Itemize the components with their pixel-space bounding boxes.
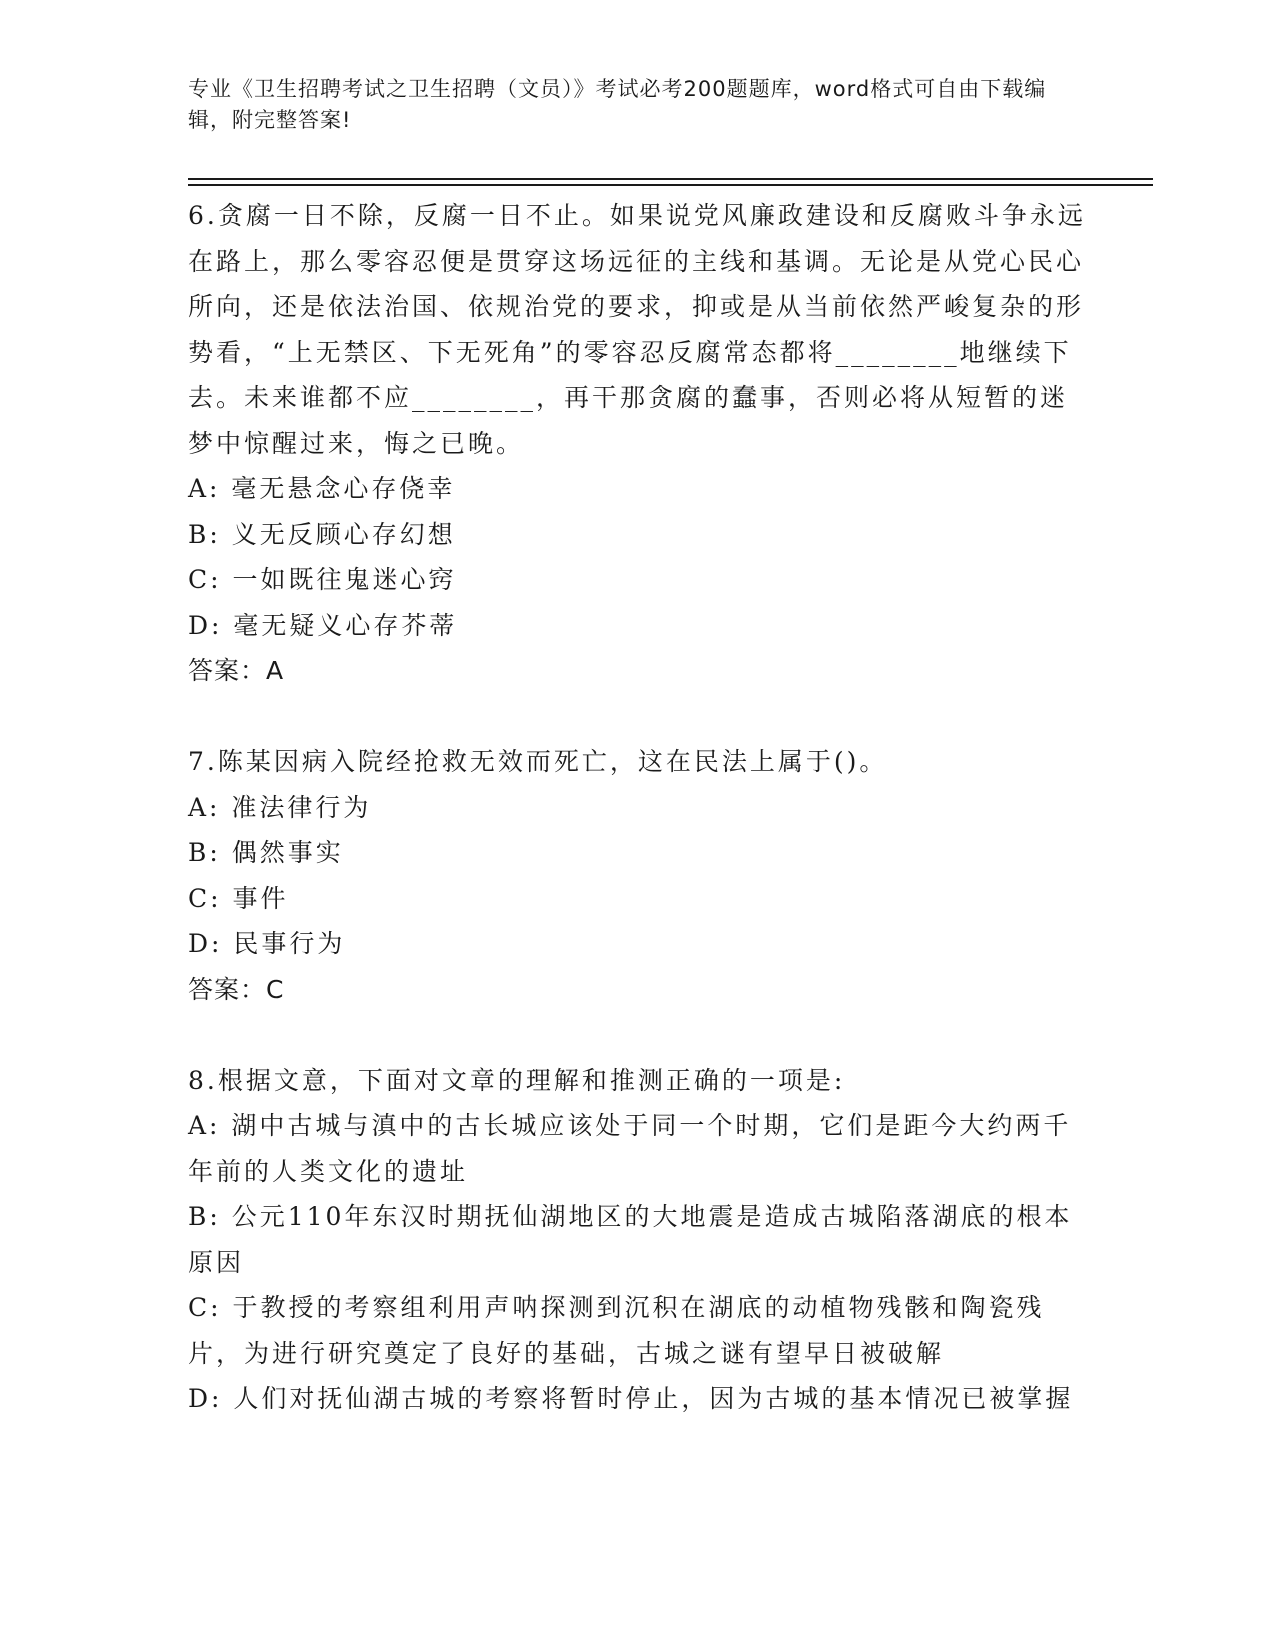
option-d: D: 人们对抚仙湖古城的考察将暂时停止，因为古城的基本情况已被掌握 xyxy=(188,1384,1074,1413)
option-c: C: 事件 xyxy=(188,883,289,913)
header-divider-bottom xyxy=(188,184,1153,186)
question-stem: 8.根据文意，下面对文章的理解和推测正确的一项是: xyxy=(188,1065,846,1095)
question-list xyxy=(188,193,1088,1422)
option-b: B: 义无反顾心存幻想 xyxy=(188,519,456,549)
option-b: B: 偶然事实 xyxy=(188,838,344,867)
option-c: C: 一如既往鬼迷心窍 xyxy=(188,565,457,594)
question-6 xyxy=(188,193,1088,694)
header-divider-top xyxy=(188,178,1153,180)
question-7 xyxy=(188,739,1088,1012)
question-8 xyxy=(188,1058,1088,1422)
option-a: A: 准法律行为 xyxy=(188,792,372,822)
document-header: 专业《卫生招聘考试之卫生招聘（文员）》考试必考200题题库，word格式可自由下载编辑，附完整答案! xyxy=(188,77,1047,132)
question-stem: 7.陈某因病入院经抢救无效而死亡，这在民法上属于()。 xyxy=(188,747,888,776)
option-a: A: 湖中古城与滇中的古长城应该处于同一个时期，它们是距今大约两千年前的人类文化的遗址 xyxy=(188,1111,1072,1186)
answer-line: 答案：C xyxy=(188,974,285,1004)
option-d: D: 毫无疑义心存芥蒂 xyxy=(188,610,458,640)
option-d: D: 民事行为 xyxy=(188,929,346,958)
answer-line: 答案：A xyxy=(188,656,285,685)
question-stem: 6.贪腐一日不除，反腐一日不止。如果说党风廉政建设和反腐败斗争永远在路上，那么零容忍便是贯穿这场远征的主线和基调。无论是从党心民心所向，还是依法治国、依规治党的要求，抑或是从当前依然严峻复杂的形势看，“上无禁区、下无死角”的零容忍反腐常态都将________地继续下去。未来谁都不应________，再干那贪腐的蠢事，否则必将从短暂的迷梦中惊醒过来，悔之已晚。 xyxy=(188,201,1086,458)
option-a: A: 毫无悬念心存侥幸 xyxy=(188,474,456,503)
option-b: B: 公元110年东汉时期抚仙湖地区的大地震是造成古城陷落湖底的根本原因 xyxy=(188,1202,1073,1277)
option-c: C: 于教授的考察组利用声呐探测到沉积在湖底的动植物残骸和陶瓷残片，为进行研究奠定了良好的基础，古城之谜有望早日被破解 xyxy=(188,1293,1045,1368)
